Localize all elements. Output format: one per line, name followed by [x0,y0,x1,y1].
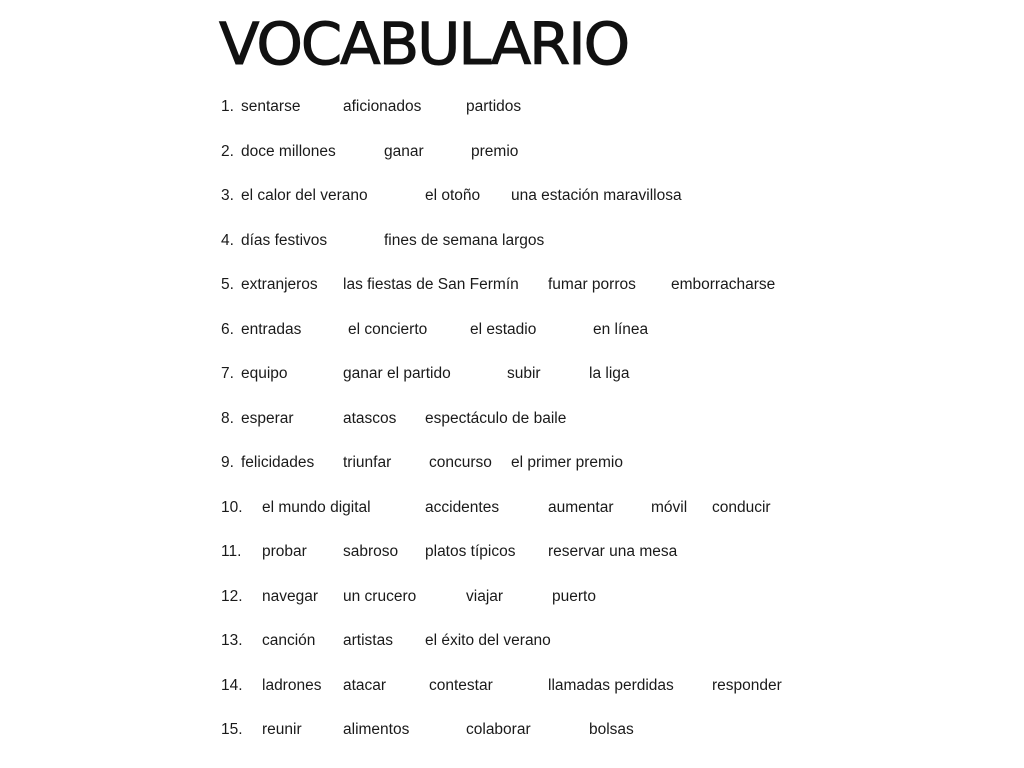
vocab-word: subir [507,365,541,382]
vocab-word: extranjeros [241,276,318,293]
vocab-word: aumentar [548,498,614,516]
item-number: 12. [221,587,243,605]
vocab-word: felicidades [241,454,315,471]
vocab-item [0,630,1024,652]
vocab-word: fumar porros [548,276,636,293]
item-number: 10. [221,498,243,516]
item-number: 6. [221,320,234,338]
vocab-word: responder [712,676,782,694]
vocab-word: platos típicos [425,543,516,560]
vocab-item [0,319,1024,341]
vocab-word: concurso [429,454,492,471]
vocab-word: alimentos [343,721,410,738]
vocab-word: días festivos [241,231,328,249]
vocab-item [0,452,1024,474]
vocab-word: la liga [589,365,630,382]
item-number: 4. [221,231,234,249]
vocab-word: canción [262,632,316,649]
vocab-word: el calor del verano [241,187,368,204]
vocab-word: puerto [552,587,596,605]
item-number: 14. [221,676,243,694]
vocab-word: probar [262,543,307,560]
vocab-word: fines de semana largos [384,231,545,249]
item-number: 9. [221,454,234,471]
item-number: 2. [221,142,234,160]
vocab-word: ladrones [262,676,322,694]
item-number: 8. [221,409,234,427]
vocab-word: conducir [712,498,771,516]
vocab-word: bolsas [589,721,634,738]
vocab-word: esperar [241,409,294,427]
vocab-word: aficionados [343,98,422,115]
vocab-item [0,274,1024,296]
vocab-word: el concierto [348,320,428,338]
vocab-word: triunfar [343,454,392,471]
vocab-item [0,675,1024,697]
vocab-item [0,363,1024,385]
vocab-word: premio [471,142,519,160]
vocab-word: ganar el partido [343,365,451,382]
vocab-word: reunir [262,721,302,738]
vocab-word: espectáculo de baile [425,409,567,427]
vocab-item [0,141,1024,163]
vocab-word: doce millones [241,142,336,160]
vocab-word: contestar [429,676,493,694]
vocab-word: colaborar [466,721,531,738]
vocab-word: atascos [343,409,397,427]
vocab-word: llamadas perdidas [548,676,674,694]
vocab-word: sentarse [241,98,301,115]
vocab-item [0,408,1024,430]
item-number: 1. [221,98,234,115]
vocab-word: el otoño [425,187,481,204]
vocab-word: móvil [651,498,688,516]
vocab-word: entradas [241,320,302,338]
vocab-word: sabroso [343,543,399,560]
vocab-word: artistas [343,632,393,649]
vocab-item [0,497,1024,519]
vocab-word: el primer premio [511,454,623,471]
item-number: 7. [221,365,234,382]
vocab-word: una estación maravillosa [511,187,682,204]
vocab-word: atacar [343,676,387,694]
vocab-word: reservar una mesa [548,543,678,560]
vocab-word: el estadio [470,320,537,338]
vocab-word: ganar [384,142,424,160]
vocab-word: navegar [262,587,319,605]
vocab-item [0,586,1024,608]
vocab-item [0,230,1024,252]
vocab-word: en línea [593,320,649,338]
vocab-word: el éxito del verano [425,632,551,649]
item-number: 13. [221,632,243,649]
vocab-word: viajar [466,587,504,605]
vocab-item [0,96,1024,118]
vocab-word: accidentes [425,498,500,516]
vocab-word: un crucero [343,587,417,605]
vocab-item [0,185,1024,207]
vocab-item [0,541,1024,563]
vocab-word: las fiestas de San Fermín [343,276,519,293]
vocab-word: emborracharse [671,276,776,293]
page-title: VOCABULARIO [219,10,629,78]
vocab-item [0,719,1024,741]
item-number: 3. [221,187,234,204]
vocab-word: el mundo digital [262,498,371,516]
vocab-word: partidos [466,98,522,115]
vocab-word: equipo [241,365,288,382]
item-number: 15. [221,721,243,738]
item-number: 5. [221,276,234,293]
item-number: 11. [221,543,242,560]
